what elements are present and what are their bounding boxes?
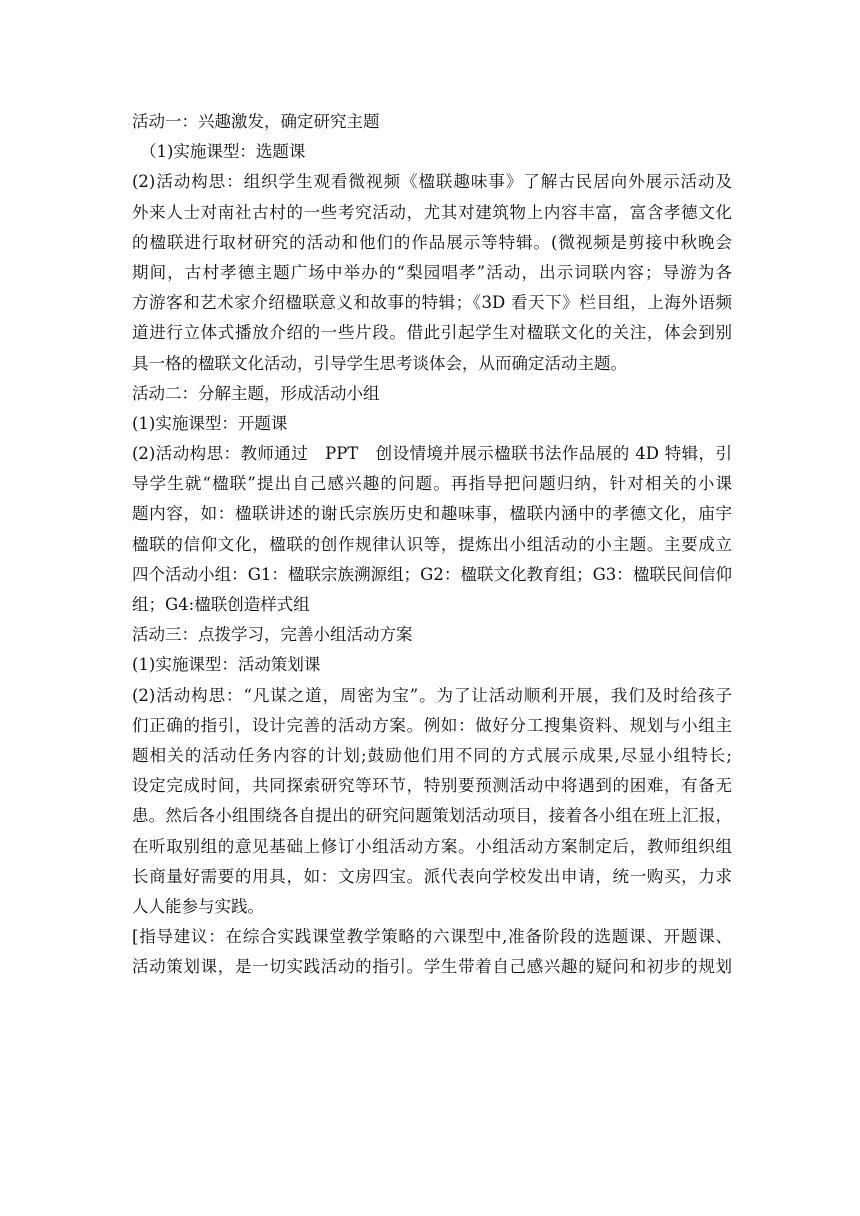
paragraph-line: 的楹联进行取材研究的活动和他们的作品展示等特辑。(微视频是剪接中秋晚会 xyxy=(132,232,732,252)
paragraph-line: (2)活动构思：教师通过 PPT 创设情境并展示楹联书法作品展的 4D 特辑，引 xyxy=(132,444,732,464)
paragraph-line: 期间，古村孝德主题广场中举办的“梨园唱孝”活动，出示词联内容；导游为各 xyxy=(132,262,732,282)
paragraph-line: 设定完成时间，共同探索研究等环节，特别要预测活动中将遇到的困难，有备无 xyxy=(132,776,732,796)
paragraph-line: 组；G4:楹联创造样式组 xyxy=(132,595,310,614)
paragraph-line: 楹联的信仰文化，楹联的创作规律认识等，提炼出小组活动的小主题。主要成立 xyxy=(132,534,732,554)
guidance-note-line: 活动策划课，是一切实践活动的指引。学生带着自己感兴趣的疑问和初步的规划 xyxy=(132,957,732,977)
paragraph-line: 在听取别组的意见基础上修订小组活动方案。小组活动方案制定后，教师组织组 xyxy=(132,836,732,856)
paragraph-line: 四个活动小组：G1：楹联宗族溯源组；G2：楹联文化教育组；G3：楹联民间信仰 xyxy=(132,564,732,584)
paragraph-line: 题相关的活动任务内容的计划;鼓励他们用不同的方式展示成果,尽显小组特长; xyxy=(132,745,732,765)
paragraph-line: 方游客和艺术家介绍楹联意义和故事的特辑；《3D 看天下》栏目组，上海外语频 xyxy=(132,293,732,313)
paragraph-line: (1)实施课型：开题课 xyxy=(132,413,288,433)
paragraph-line: 题内容，如：楹联讲述的谢氏宗族历史和趣味事，楹联内涵中的孝德文化，庙宇 xyxy=(132,504,732,524)
guidance-note-line: [指导建议：在综合实践课堂教学策略的六课型中,准备阶段的选题课、开题课、 xyxy=(132,927,732,947)
paragraph-line: 患。然后各小组围绕各自提出的研究问题策划活动项目，接着各小组在班上汇报， xyxy=(132,806,732,826)
heading-activity-1: 活动一：兴趣激发，确定研究主题 xyxy=(132,112,380,131)
paragraph-line: 道进行立体式播放介绍的一些片段。借此引起学生对楹联文化的关注，体会到别 xyxy=(132,323,732,343)
paragraph-line: (2)活动构思：组织学生观看微视频《楹联趣味事》了解古民居向外展示活动及 xyxy=(132,172,732,192)
paragraph-line: 导学生就“楹联”提出自己感兴趣的问题。再指导把问题归纳，针对相关的小课 xyxy=(132,474,732,494)
paragraph-line: 们正确的指引，设计完善的活动方案。例如：做好分工搜集资料、规划与小组主 xyxy=(132,715,732,735)
document-body xyxy=(132,107,732,982)
paragraph-line: (1)实施课型：活动策划课 xyxy=(132,655,321,675)
paragraph-line: （1)实施课型：选题课 xyxy=(140,142,306,162)
paragraph-line: 外来人士对南社古村的一些考究活动，尤其对建筑物上内容丰富，富含孝德文化 xyxy=(132,202,732,222)
heading-activity-3: 活动三：点拨学习，完善小组活动方案 xyxy=(132,625,413,645)
paragraph-line: (2)活动构思：“凡谋之道，周密为宝”。为了让活动顺利开展，我们及时给孩子 xyxy=(132,685,732,705)
paragraph-line: 人人能参与实践。 xyxy=(132,896,264,916)
paragraph-line: 长商量好需要的用具，如：文房四宝。派代表向学校发出申请，统一购买，力求 xyxy=(132,866,732,886)
heading-activity-2: 活动二：分解主题，形成活动小组 xyxy=(132,383,380,403)
paragraph-line: 具一格的楹联文化活动，引导学生思考谈体会，从而确定活动主题。 xyxy=(132,353,627,373)
